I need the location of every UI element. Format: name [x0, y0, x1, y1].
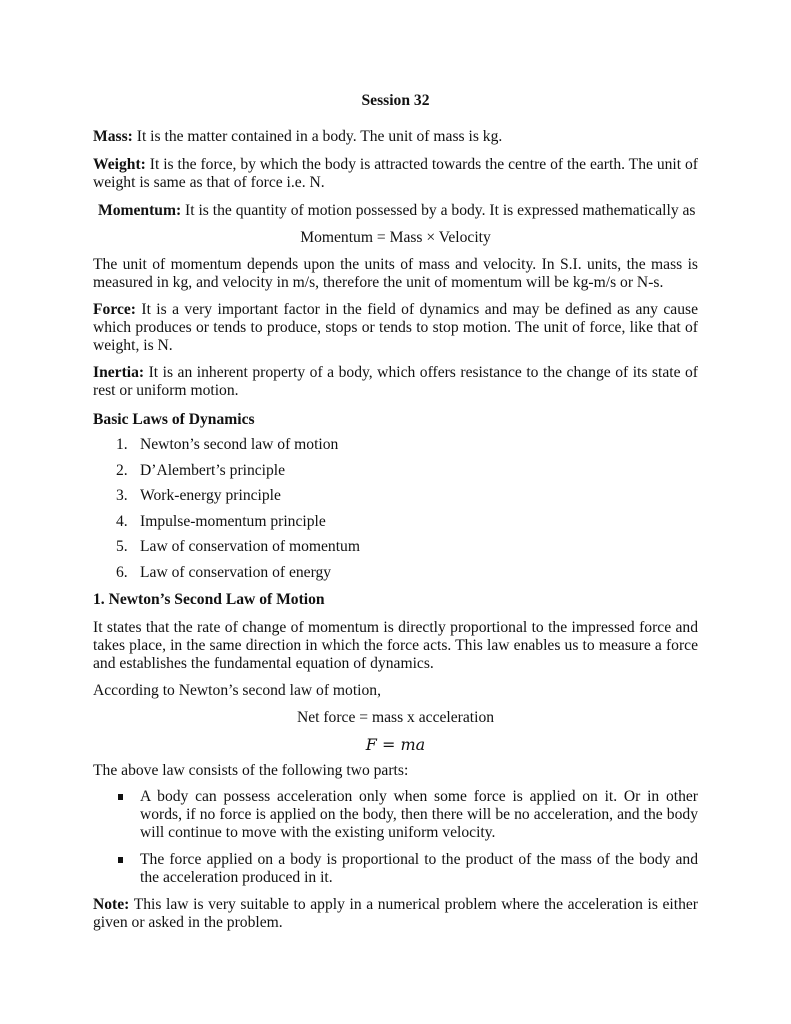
momentum-equation: Momentum = Mass × Velocity — [300, 229, 491, 246]
definition-force — [93, 301, 698, 355]
term-note: Note: — [93, 896, 130, 913]
definition-text: It is the matter contained in a body. The unit of mass is kg. — [132, 128, 503, 145]
list-item — [116, 513, 676, 531]
term-force: Force: — [93, 301, 136, 318]
bullet-icon — [118, 794, 123, 800]
list-label: D’Alembert’s principle — [140, 462, 286, 479]
definition-text: It is an inherent property of a body, which offers resistance to the change of its state of rest or uniform motion. — [93, 364, 698, 399]
bullet-icon — [118, 857, 123, 863]
definition-momentum — [98, 202, 698, 220]
newton-section-heading: 1. Newton’s Second Law of Motion — [93, 591, 325, 608]
according-paragraph: According to Newton’s second law of motion, — [93, 682, 381, 699]
list-number: 1. — [116, 436, 128, 453]
term-inertia: Inertia: — [93, 364, 145, 381]
list-number: 2. — [116, 462, 128, 479]
f-equals-ma-equation: F = ma — [365, 735, 426, 754]
list-item — [116, 487, 676, 505]
term-momentum: Momentum: — [98, 202, 182, 219]
list-number: 3. — [116, 487, 128, 504]
basic-laws-heading: Basic Laws of Dynamics — [93, 411, 255, 428]
momentum-units-paragraph: The unit of momentum depends upon the units of mass and velocity. In S.I. units, the mass is measured in kg, and velocity in m/s, therefore the unit of momentum will be kg-m/s or N-s. — [93, 256, 698, 291]
term-mass: Mass: — [93, 128, 133, 145]
list-item — [116, 436, 676, 454]
list-label: Law of conservation of momentum — [140, 538, 360, 555]
list-label: Impulse-momentum principle — [140, 513, 326, 530]
definition-text: It is the quantity of motion possessed by a body. It is expressed mathematically as — [181, 202, 696, 219]
list-item — [116, 462, 676, 480]
list-number: 5. — [116, 538, 128, 555]
term-weight: Weight: — [93, 156, 146, 173]
bullet-text: The force applied on a body is proportional to the product of the mass of the body and the acceleration produced in it. — [140, 851, 698, 886]
list-label: Newton’s second law of motion — [140, 436, 339, 453]
note-text: This law is very suitable to apply in a numerical problem where the acceleration is either given or asked in the problem. — [93, 896, 698, 931]
parts-intro: The above law consists of the following two parts: — [93, 762, 409, 779]
definition-text: It is the force, by which the body is attracted towards the centre of the earth. The unit of weight is same as that of force i.e. N. — [93, 156, 698, 191]
note-paragraph — [93, 896, 698, 932]
definition-inertia — [93, 364, 698, 400]
definition-text: It is a very important factor in the field of dynamics and may be defined as any cause which produces or tends to produce, stops or tends to stop motion. The unit of force, like that of weight, is N. — [93, 301, 698, 354]
list-number: 4. — [116, 513, 128, 530]
page-title: Session 32 — [361, 92, 430, 109]
net-force-equation: Net force = mass x acceleration — [296, 709, 495, 726]
bullet-text: A body can possess acceleration only when some force is applied on it. Or in other words, if no force is applied on the body, then there will be no acceleration, and the body will continue to move with the existing uniform velocity. — [140, 788, 698, 841]
definition-weight — [93, 156, 698, 192]
list-number: 6. — [116, 564, 128, 581]
definition-mass — [93, 128, 698, 146]
list-item — [116, 564, 676, 582]
list-item — [116, 538, 676, 556]
list-label: Work-energy principle — [140, 487, 281, 504]
bullet-item — [118, 851, 698, 887]
newton-statement-paragraph: It states that the rate of change of momentum is directly proportional to the impressed force and takes place, in the same direction in which the force acts. This law enables us to measure a force and establishes the fundamental equation of dynamics. — [93, 619, 698, 672]
bullet-item — [118, 788, 698, 842]
list-label: Law of conservation of energy — [140, 564, 332, 581]
